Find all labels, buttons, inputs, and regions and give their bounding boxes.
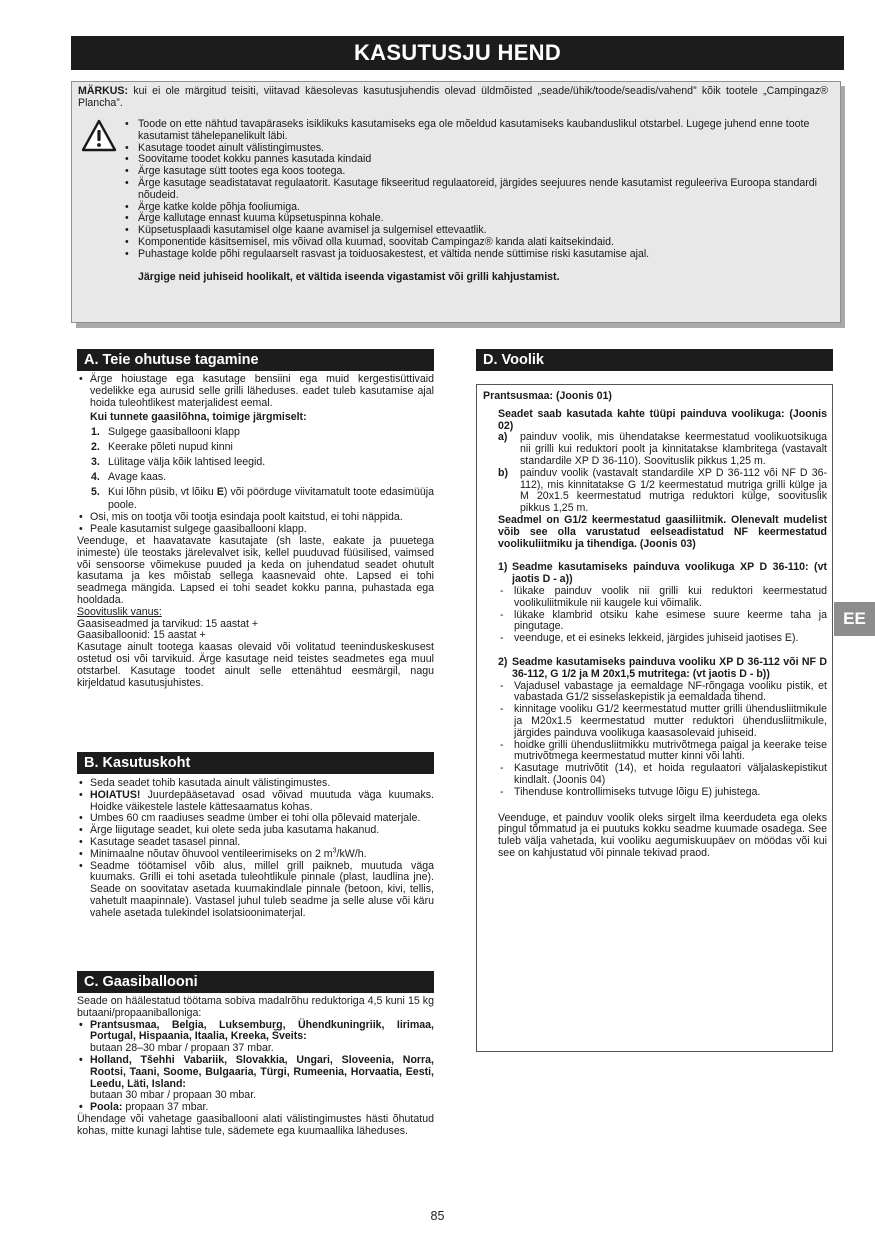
list-item: • Umbes 60 cm raadiuses seadme ümber ei tohi olla põlevaid materjale. xyxy=(77,813,434,825)
list-item: • Osi, mis on tootja või tootja esindaja poolt kaitstud, ei tohi näppida. xyxy=(77,512,434,524)
pressure-value: butaan 30 mbar / propaan 30 mbar. xyxy=(90,1089,257,1102)
list-item: • HOIATUS! Juurdepääsetavad osad võivad muutuda väga kuumaks. Hoidke väikestele lastele kättesaamatus kohas. xyxy=(77,790,434,814)
age-heading: Soovituslik vanus: xyxy=(77,605,162,618)
list-item: 4. Avage kaas. xyxy=(91,470,167,483)
section-b-body xyxy=(77,778,434,920)
list-item: • Kasutage toodet ainult välistingimustes. xyxy=(124,143,830,155)
section-d-heading: D. Voolik xyxy=(476,349,833,371)
section-a-body xyxy=(77,374,434,689)
gas-smell-steps xyxy=(77,427,434,512)
age-appliances: Gaasiseadmed ja tarvikud: 15 aastat + xyxy=(77,617,259,630)
list-item: • Puhastage kolde põhi regulaarselt rasvast ja toiduosakestest, et vältida nende süttimise riski kasutamise ajal. xyxy=(124,249,830,261)
list-item: • Peale kasutamist sulgege gaasiballooni klapp. xyxy=(77,524,434,536)
cylinder-intro: Seade on häälestatud töötama sobiva madalrõhu reduktoriga 4,5 kuni 15 kg butaani/propaaniballoniga: xyxy=(77,995,434,1019)
list-item: 2. Keerake põleti nupud kinni xyxy=(91,440,233,453)
list-item: - lükake klambrid otsiku kahe esimese suure keerme taha ja pingutage. xyxy=(498,610,827,634)
list-item: • Toode on ette nähtud tavapäraseks isiklikuks kasutamiseks ega ole mõeldud kasutamiseks kaubanduslikul otstarbel. Lugege juhend enne toote kasutamist tähelepanelikult läbi. xyxy=(124,119,830,143)
list-item: • Kasutage seadet tasasel pinnal. xyxy=(77,837,434,849)
language-tab: EE xyxy=(834,602,875,636)
safety-note-box xyxy=(71,81,841,323)
list-item: • Ärge kasutage sütt tootes ega koos tootega. xyxy=(124,166,830,178)
note-intro-label: MÄRKUS: xyxy=(78,85,129,97)
hose-type-a: a) painduv voolik, mis ühendatakse keermestatud voolikuotsikuga nii grilli kui reduktori poolt ja kinnitatakse klambritega (vastavalt standardile XP D 36-110). Soovituslik pikkus 1,25 m. xyxy=(498,431,827,467)
section-a-heading: A. Teie ohutuse tagamine xyxy=(77,349,434,371)
note-closing: Järgige neid juhiseid hoolikalt, et vältida iseenda vigastamist või grilli kahjustamist. xyxy=(138,271,560,283)
note-intro xyxy=(78,86,828,110)
list-item: 5. Kui lõhn püsib, vt lõiku E) või pöörduge viivitamatult toote edasimüüja poole. xyxy=(91,486,435,512)
list-item: • Ärge kasutage seadistatavat regulaatorit. Kasutage fikseeritud regulaatoreid, järgides seejuures nende kasutamist reguleeriva Euroopa standardi nõudeid. xyxy=(124,178,830,202)
page-number: 85 xyxy=(430,1209,445,1223)
note-list xyxy=(124,119,830,261)
section-b-heading: B. Kasutuskoht xyxy=(77,752,434,774)
list-item: • Minimaalne nõutav õhuvool ventileerimiseks on 2 $m^3/kW/h$. xyxy=(77,849,434,861)
france-label: Prantsusmaa: (Joonis 01) xyxy=(483,390,612,402)
list-item: • Ärge liigutage seadet, kui olete seda juba kasutama hakanud. xyxy=(77,825,434,837)
section-c-heading: C. Gaasiballooni xyxy=(77,971,434,993)
section-c-body xyxy=(77,996,434,1138)
country-group: • Prantsusmaa, Belgia, Luksemburg, Ühendkuningriik, Iirimaa, Portugal, Hispaania, Itaalia, Kreeka, Šveits: xyxy=(77,1020,434,1044)
list-item: - Vajadusel vabastage ja eemaldage NF-rõngaga vooliku pistik, et vabastada G1/2 sisselaskepistik ja eemaldada tihend. xyxy=(498,681,827,705)
list-item: • Seadme töötamisel võib alus, millel grill paikneb, muutuda väga kuumaks. Grilli ei tohi asetada tuleohtlikule pinnale (plast, laudlina jne). Seade on soovitatav asetada kuumakindlale pinnale (betoon, kivi, tellis, vahetult maapinnale). Vastasel juhul tuleb seadme ja selle aluse või käru vahele asetada tulekindel isolatsioonimaterjal. xyxy=(77,861,434,920)
hose-types-lead: Seadet saab kasutada kahte tüüpi painduva voolikuga: (Joonis 02) xyxy=(498,407,827,432)
list-item: • Küpsetusplaadi kasutamisel olge kaane avamisel ja sulgemisel ettevaatlik. xyxy=(124,225,830,237)
instructions-2-heading: 2) Seadme kasutamiseks painduva vooliku XP D 36-112 või NF D 36-112, G 1/2 ja M 20x1,5 mutritega: (vt jaotis D - b)) xyxy=(498,655,827,680)
list-item: - Kasutage mutrivõtit (14), et hoida regulaatori väljalaskepistikut kindlalt. (Joonis 04) xyxy=(498,763,827,787)
list-item: - hoidke grilli ühendusliitmikku mutrivõtmega paigal ja keerake teise mutrivõtmega keermestatud mutter kinni või lahti. xyxy=(498,740,827,764)
list-item: • Ärge katke kolde põhja fooliumiga. xyxy=(124,202,830,214)
hose-final-paragraph: Veenduge, et painduv voolik oleks sirgelt ilma keerdudeta ega oleks pingul tõmmatud ja ei puutuks kokku seadme kuumade osadega. See tuleb välja vahetada, kui vooliku aegumiskuupäev on möödas või kui see on kahjustatud või pinnale tekivad praod. xyxy=(498,811,827,859)
age-cylinders: Gaasiballoonid: 15 aastat + xyxy=(77,629,206,642)
list-item: - veenduge, et ei esineks lekkeid, järgides juhiseid jaotises E). xyxy=(498,633,827,645)
warning-triangle-icon xyxy=(80,118,118,154)
section-d-body xyxy=(483,391,827,860)
list-item: 3. Lülitage välja kõik lahtised leegid. xyxy=(91,455,266,468)
hose-type-b: b) painduv voolik (vastavalt standardile XP D 36-112 või NF D 36-112), mis kinnitatakse G 1/2 keermestatud mutriga grilli külge ja M 20x1.5 keermestatud mutriga reduktori külge, soovituslik pikkus 1,25 m. xyxy=(498,466,827,515)
country-group: • Holland, Tšehhi Vabariik, Slovakkia, Ungari, Sloveenia, Norra, Rootsi, Taani, Soome, Bulgaaria, Türgi, Rumeenia, Horvaatia, Eesti, Leedu, Läti, Island: xyxy=(77,1055,434,1090)
list-item: • Komponentide käsitsemisel, mis võivad olla kuumad, soovitab Campingaz® kanda alati kaitsekindaid. xyxy=(124,237,830,249)
parts-paragraph: Kasutage ainult tootega kaasas olevaid või volitatud teeninduskeskusest ostetud osi või tarvikuid. Ärge kasutage neid teistes seadmetes ega muul otstarbel. Kasutage toodet ainult selle ettenähtud eesmärgil, nagu kirjeldatud kasutusjuhistes. xyxy=(77,641,434,689)
page-title: KASUTUSJU HEND xyxy=(71,36,844,70)
list-item: - lükake painduv voolik nii grilli kui reduktori keermestatud voolikuliitmikule nii kaugele kui võimalik. xyxy=(498,586,827,610)
cylinder-outro: Ühendage või vahetage gaasiballooni alati välistingimustes hästi õhutatud kohas, mitte kunagi lahtise tule, sädemete ega kuumaallika läheduses. xyxy=(77,1112,434,1137)
country-group: • Poola: propaan 37 mbar. xyxy=(77,1102,434,1114)
list-item: • Soovitame toodet kokku pannes kasutada kindaid xyxy=(124,154,830,166)
list-item: • Ärge kallutage ennast kuuma küpsetuspinna kohale. xyxy=(124,213,830,225)
list-item: - Tihenduse kontrollimiseks tutvuge lõigu E) juhistega. xyxy=(498,787,827,799)
list-item: - kinnitage vooliku G1/2 keermestatud mutter grilli ühendusliitmikule ja M20x1.5 keermestatud mutter reduktori ühendusliitmikule, järgides painduva voolikuga kaasasolevaid juhiseid. xyxy=(498,704,827,739)
instructions-1-heading: 1) Seadme kasutamiseks painduva voolikuga XP D 36-110: (vt jaotis D - a)) xyxy=(498,561,827,586)
list-item: • Ärge hoiustage ega kasutage bensiini ega muid kergestisüttivaid vedelikke ega aurusid selle grilli läheduses. eadet tuleb kasutamise ajal hoida tuleohtlikest materjalidest eemal. xyxy=(77,374,434,409)
list-item: • Seda seadet tohib kasutada ainult välistingimustes. xyxy=(77,778,434,790)
section-d-box xyxy=(476,384,833,1052)
gas-smell-heading: Kui tunnete gaasilõhna, toimige järgmiselt: xyxy=(90,411,307,424)
supervision-paragraph: Veenduge, et haavatavate kasutajate (sh laste, eakate ja puuetega inimeste) üle teostaks järelevalvet isik, kellel puuduvad füüsilised, vaimsed või sensoorse võimekuse puuded ja keda on juhendatud seadet ohutult kasutama ja kes mõistab sellega kaasnevaid ohte. Lapsed ei tohi seadmega mängida. Lapsed ei tohi seadet kokku panna, puhastada ega hooldada. xyxy=(77,534,434,606)
fitting-note: Seadmel on G1/2 keermestatud gaasiliitmik. Olenevalt mudelist võib see olla varustatud eelseadistatud NF keermestatud voolikuliitmiku ja tihendiga. (Joonis 03) xyxy=(498,513,827,550)
note-intro-text: kui ei ole märgitud teisiti, viitavad käesolevas kasutusjuhendis olevad üldmõisted „seade/ühik/toode/seadis/vahend” kõik tootele „Campingaz® Plancha”. xyxy=(78,85,828,109)
list-item: 1. Sulgege gaasiballooni klapp xyxy=(91,426,240,439)
pressure-value: butaan 28–30 mbar / propaan 37 mbar. xyxy=(90,1042,274,1055)
